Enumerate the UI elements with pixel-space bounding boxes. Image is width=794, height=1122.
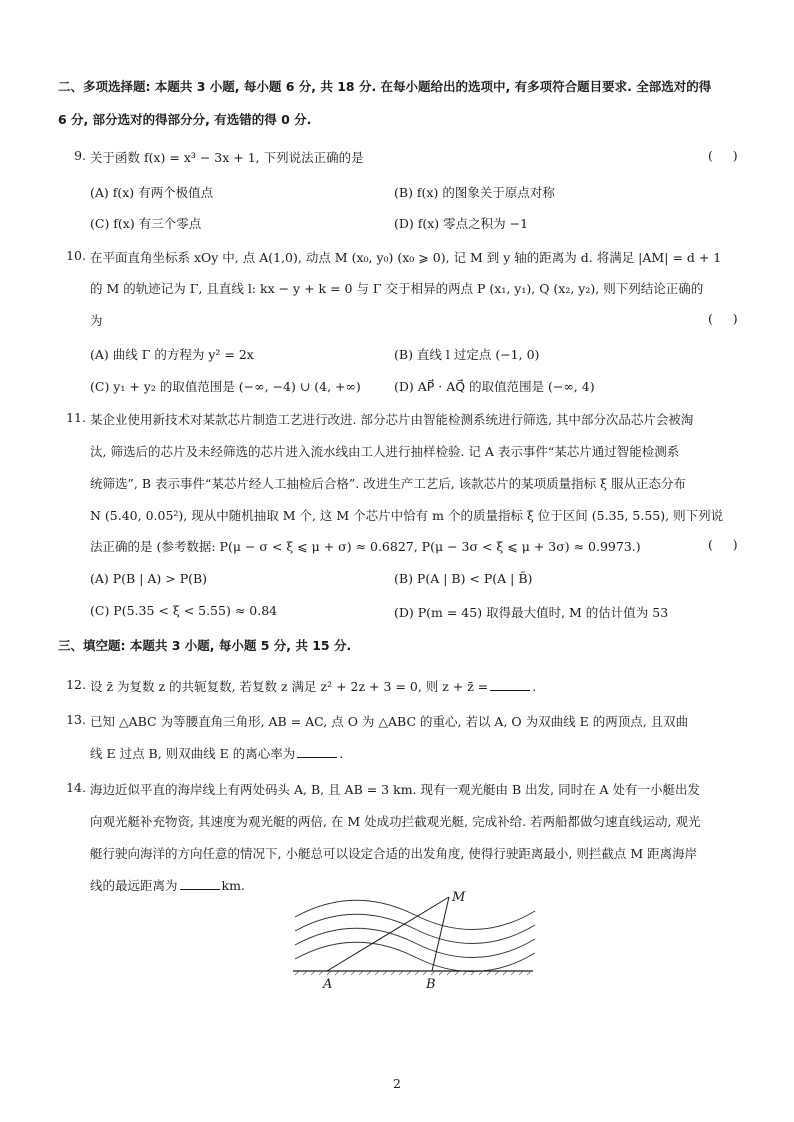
question-10-option-c: (C) y₁ + y₂ 的取值范围是 (−∞, −4) ∪ (4, +∞)	[90, 379, 361, 394]
question-14-text: 线的最远距离为	[90, 878, 178, 893]
question-10-option-d: (D) AP⃗ · AQ⃗ 的取值范围是 (−∞, 4)	[394, 379, 595, 394]
question-12-text: 设 z̄ 为复数 z 的共轭复数, 若复数 z 满足 z² + 2z + 3 = 0, 则 z + z̄ =	[90, 679, 489, 694]
question-14-unit: km.	[221, 878, 245, 893]
coastline-figure	[285, 885, 545, 995]
question-13-line1: 已知 △ABC 为等腰直角三角形, AB = AC, 点 O 为 △ABC 的重心, 若以 A, O 为双曲线 E 的两顶点, 且双曲	[90, 714, 689, 729]
question-12-number: 12.	[66, 677, 86, 692]
question-11-line4: N (5.40, 0.05²), 现从中随机抽取 M 个, 这 M 个芯片中恰有 m 个的质量指标 ξ 位于区间 (5.35, 5.55), 则下列说	[90, 508, 724, 523]
section-2-header-line2: 6 分, 部分选对的得部分分, 有选错的得 0 分.	[58, 112, 312, 127]
page-number: 2	[393, 1076, 401, 1091]
question-13-text: 线 E 过点 B, 则双曲线 E 的离心率为	[90, 746, 296, 761]
question-12-period: .	[532, 679, 537, 694]
sea-wave-2	[295, 914, 535, 943]
question-14-line1: 海边近似平直的海岸线上有两处码头 A, B, 且 AB = 3 km. 现有一观光艇由 B 出发, 同时在 A 处有一小艇出发	[90, 782, 701, 797]
question-11-line1: 某企业使用新技术对某款芯片制造工艺进行改进. 部分芯片由智能检测系统进行筛选, 其中部分次品芯片会被淘	[90, 412, 694, 427]
question-11-option-a: (A) P(B | A) > P(B)	[90, 571, 208, 586]
question-11-line5: 法正确的是 (参考数据: P(μ − σ < ξ ⩽ μ + σ) ≈ 0.6827, P(μ − 3σ < ξ ⩽ μ + 3σ) ≈ 0.9973.)	[90, 539, 641, 554]
segment-bm	[432, 897, 449, 971]
question-9-number: 9.	[74, 148, 86, 163]
question-9-option-c: (C) f(x) 有三个零点	[90, 216, 202, 231]
question-9-answer-paren: ( )	[708, 148, 738, 163]
question-14-line2: 向观光艇补充物资, 其速度为观光艇的两倍, 在 M 处成功拦截观光艇, 完成补给. 若两船都做匀速直线运动, 观光	[90, 814, 701, 829]
question-13-period: .	[339, 746, 344, 761]
label-b: B	[426, 977, 436, 992]
sea-wave-4	[295, 942, 535, 971]
question-11-option-d: (D) P(m = 45) 取得最大值时, M 的估计值为 53	[394, 605, 669, 620]
answer-blank[interactable]	[180, 877, 220, 890]
question-12-line	[90, 677, 740, 695]
question-11-option-c: (C) P(5.35 < ξ < 5.55) ≈ 0.84	[90, 603, 278, 618]
section-3-header: 三、填空题: 本题共 3 小题, 每小题 5 分, 共 15 分.	[58, 638, 352, 653]
question-11-answer-paren: ( )	[708, 537, 738, 552]
question-9-stem: 关于函数 f(x) = x³ − 3x + 1, 下列说法正确的是	[90, 150, 364, 165]
question-11-line2: 汰, 筛选后的芯片及未经筛选的芯片进入流水线由工人进行抽样检验. 记 A 表示事件“某芯片通过智能检测系	[90, 444, 680, 459]
question-10-line3: 为	[90, 313, 103, 328]
question-11-number: 11.	[66, 410, 86, 425]
question-10-option-a: (A) 曲线 Γ 的方程为 y² = 2x	[90, 347, 254, 362]
question-11-line3: 统筛选”, B 表示事件“某芯片经人工抽检后合格”. 改进生产工艺后, 该款芯片的某项质量指标 ξ 服从正态分布	[90, 476, 687, 491]
question-10-line1: 在平面直角坐标系 xOy 中, 点 A(1,0), 动点 M (x₀, y₀) (x₀ ⩾ 0), 记 M 到 y 轴的距离为 d. 将满足 |AM| = d + 1	[90, 250, 722, 265]
question-14-number: 14.	[66, 780, 86, 795]
question-10-answer-paren: ( )	[708, 311, 738, 326]
sea-wave-1	[295, 900, 535, 929]
question-13-number: 13.	[66, 712, 86, 727]
section-2-header-line1: 二、多项选择题: 本题共 3 小题, 每小题 6 分, 共 18 分. 在每小题给出的选项中, 有多项符合题目要求. 全部选对的得	[58, 79, 712, 94]
question-10-number: 10.	[66, 248, 86, 263]
answer-blank[interactable]	[490, 678, 530, 691]
segment-am	[327, 897, 449, 971]
sea-wave-3	[295, 928, 535, 957]
question-9-option-a: (A) f(x) 有两个极值点	[90, 185, 214, 200]
label-a: A	[323, 977, 333, 992]
question-11-option-b: (B) P(A | B) < P(A | B̄)	[394, 571, 533, 586]
question-10-option-b: (B) 直线 l 过定点 (−1, 0)	[394, 347, 540, 362]
question-9-option-d: (D) f(x) 零点之积为 −1	[394, 216, 529, 231]
label-m: M	[452, 890, 466, 905]
question-10-line2: 的 M 的轨迹记为 Γ, 且直线 l: kx − y + k = 0 与 Γ 交于相异的两点 P (x₁, y₁), Q (x₂, y₂), 则下列结论正确的	[90, 281, 704, 296]
question-14-line3: 艇行驶向海洋的方向任意的情况下, 小艇总可以设定合适的出发角度, 使得行驶距离最小, 则拦截点 M 距离海岸	[90, 846, 698, 861]
question-9-option-b: (B) f(x) 的图象关于原点对称	[394, 185, 555, 200]
answer-blank[interactable]	[297, 745, 337, 758]
question-13-line2	[90, 744, 740, 762]
